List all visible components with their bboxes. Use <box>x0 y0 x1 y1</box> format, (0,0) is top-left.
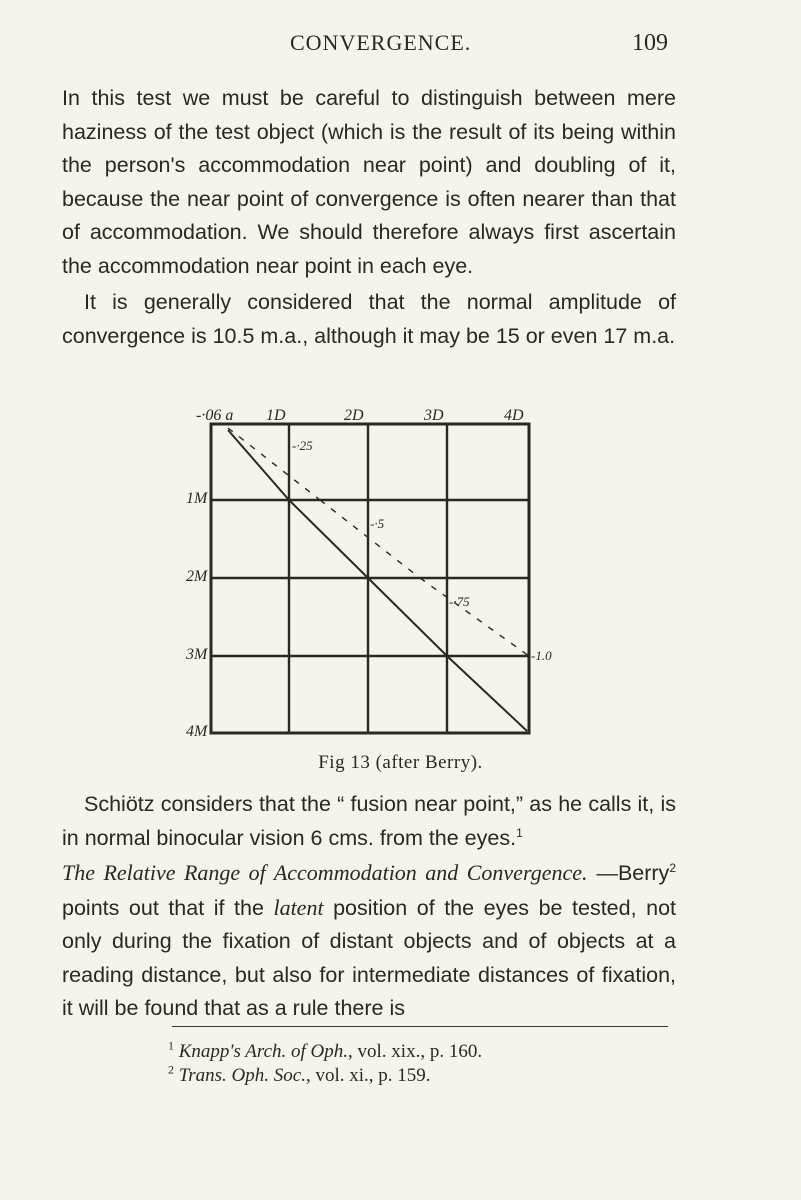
row-label-1: 1M <box>186 490 208 507</box>
footnotes <box>168 1040 688 1088</box>
paragraph-4-text-b: position of the eyes be tested, not only during the fixation of distant objects and of objects at a reading distance, but also for intermediate distances of fixation, it will be found that as a rule there is <box>62 895 676 1021</box>
side-label-10: -1.0 <box>531 648 552 663</box>
col-label-4: 4D <box>504 407 524 424</box>
footnote-1 <box>168 1040 688 1064</box>
dashed-line-1 <box>228 428 320 500</box>
footnote-2 <box>168 1064 688 1088</box>
footnote-2-number: 2 <box>168 1062 174 1077</box>
col-label-0: -·06 a <box>196 407 234 424</box>
row-label-4: 4M <box>186 723 208 740</box>
paragraph-3 <box>62 788 676 855</box>
cell-label-025: -·25 <box>292 438 313 453</box>
paragraph-2: It is generally considered that the normal amplitude of convergence is 10.5 m.a., although it may be 15 or even 17 m.a. <box>62 290 676 348</box>
footnote-ref-2: 2 <box>669 860 676 875</box>
dashed-line-2 <box>320 500 420 578</box>
section-title: The Relative Range of Accommodation and Convergence. <box>62 860 588 885</box>
footnote-2-source: Trans. Oph. Soc. <box>178 1065 306 1086</box>
col-label-3: 3D <box>424 407 444 424</box>
row-label-3: 3M <box>186 646 208 663</box>
col-label-2: 2D <box>344 407 364 424</box>
diagonal-3 <box>368 578 447 656</box>
paragraph-4-lead: —Berry <box>596 861 670 885</box>
footnote-1-number: 1 <box>168 1038 174 1053</box>
col-label-1: 1D <box>266 407 286 424</box>
footnote-rule <box>172 1026 668 1027</box>
running-head <box>0 30 801 60</box>
footnote-ref-1: 1 <box>516 825 523 840</box>
cell-label-075: -·75 <box>449 594 470 609</box>
footnote-1-details: , vol. xix., p. 160. <box>348 1041 483 1062</box>
dashed-line-3 <box>420 578 529 656</box>
footnote-2-details: , vol. xi., p. 159. <box>305 1065 431 1086</box>
diagonal-1 <box>228 430 289 500</box>
figure-grid-border <box>211 424 529 733</box>
page-number: 109 <box>632 30 668 56</box>
paragraph-1: In this test we must be careful to distinguish between mere haziness of the test object (which is the result of its being within the person's accommodation near point) and doubling of it, because the near point of convergence is often nearer than that of accommodation. We should therefore always first ascertain the accommodation near point in each eye. <box>62 86 676 278</box>
row-label-2: 2M <box>186 568 208 585</box>
diagonal-2 <box>289 500 368 578</box>
paragraph-3-text: Schiötz considers that the “ fusion near point,” as he calls it, is in normal binocular vision 6 cms. from the eyes. <box>62 792 676 850</box>
paragraph-4-text-a: points out that if the <box>62 895 274 920</box>
latent-emphasis: latent <box>273 894 324 920</box>
footnote-1-source: Knapp's Arch. of Oph. <box>178 1041 349 1062</box>
cell-label-05: -·5 <box>370 516 385 531</box>
running-title: CONVERGENCE. <box>290 30 472 55</box>
diagonal-4 <box>447 656 527 731</box>
paragraph-4 <box>62 856 676 1026</box>
figure-caption: Fig 13 (after Berry). <box>318 752 483 773</box>
